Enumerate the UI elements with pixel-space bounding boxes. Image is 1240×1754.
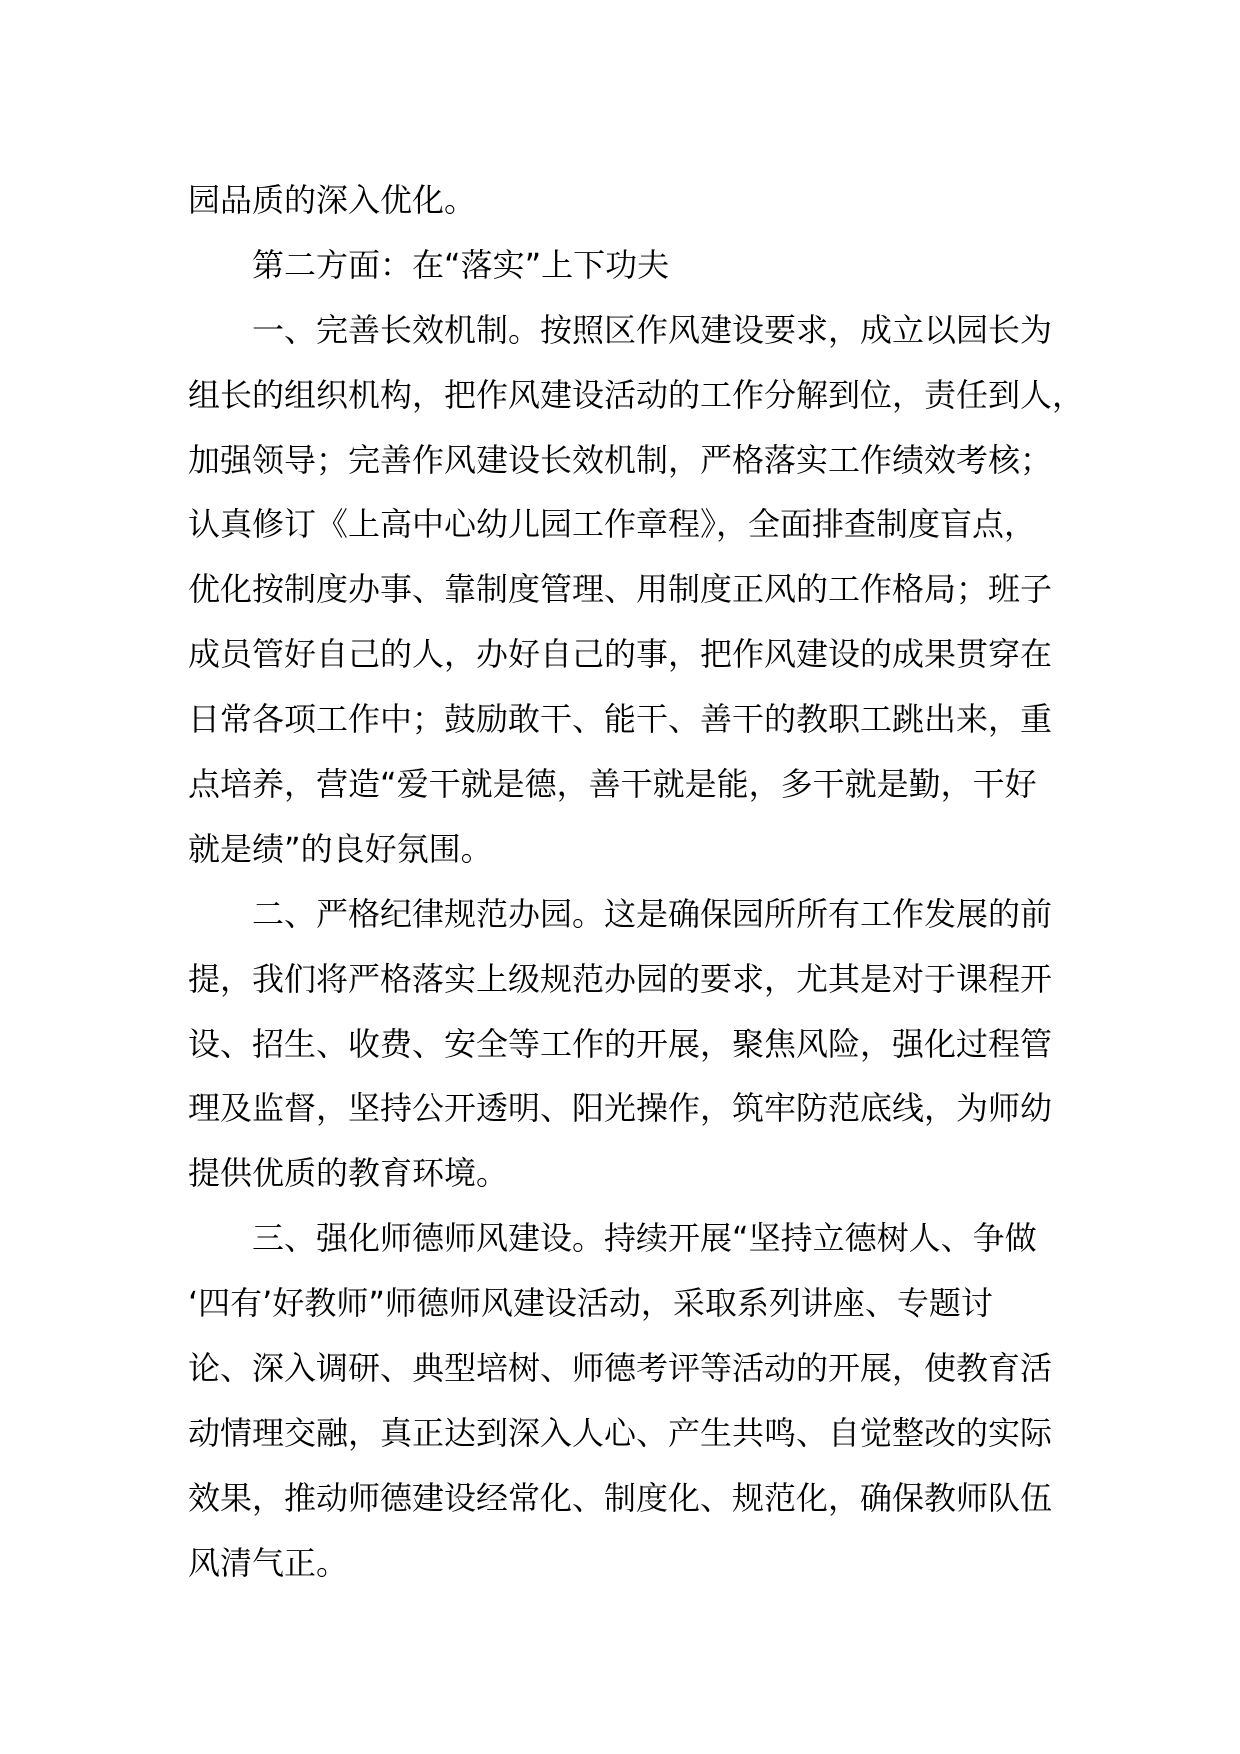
document-text-line: 三、强化师德师风建设。持续开展“坚持立德树人、争做 (252, 1219, 1037, 1258)
document-text-line: 组长的组织机构，把作风建设活动的工作分解到位，责任到人， (188, 375, 1085, 414)
document-text-line: 理及监督，坚持公开透明、阳光操作，筑牢防范底线，为师幼 (188, 1089, 1053, 1128)
document-text-line: 效果，推动师德建设经常化、制度化、规范化，确保教师队伍 (188, 1478, 1053, 1517)
document-text-line: 点培养，营造“爱干就是德，善干就是能，多干就是勤，干好 (188, 765, 1037, 804)
document-text-line: 一、完善长效机制。按照区作风建设要求，成立以园长为 (252, 310, 1053, 349)
document-text-line: 成员管好自己的人，办好自己的事，把作风建设的成果贯穿在 (188, 635, 1053, 674)
document-text-line: 日常各项工作中；鼓励敢干、能干、善干的教职工跳出来，重 (188, 700, 1053, 739)
document-text-line: 动情理交融，真正达到深入人心、产生共鸣、自觉整改的实际 (188, 1413, 1053, 1452)
document-body (188, 168, 1098, 1596)
document-text-line: 认真修订《上高中心幼儿园工作章程》，全面排查制度盲点， (188, 505, 1037, 544)
document-text-line: 园品质的深入优化。 (188, 181, 477, 219)
document-text-line: 第二方面：在“落实”上下功夫 (252, 245, 670, 284)
document-text-line: 优化按制度办事、靠制度管理、用制度正风的工作格局；班子 (188, 570, 1053, 609)
document-text-line: 加强领导；完善作风建设长效机制，严格落实工作绩效考核； (188, 440, 1053, 479)
document-text-line: 就是绩”的良好氛围。 (188, 829, 493, 868)
document-text-line: 设、招生、收费、安全等工作的开展，聚焦风险，强化过程管 (188, 1024, 1053, 1063)
document-text-line: 提，我们将严格落实上级规范办园的要求，尤其是对于课程开 (188, 959, 1053, 998)
document-text-line: 提供优质的教育环境。 (188, 1154, 509, 1193)
document-text-line: ‘四有’好教师”师德师风建设活动，采取系列讲座、专题讨 (188, 1284, 993, 1323)
document-text-line: 论、深入调研、典型培树、师德考评等活动的开展，使教育活 (188, 1349, 1053, 1388)
document-text-line: 二、严格纪律规范办园。这是确保园所所有工作发展的前 (252, 894, 1053, 933)
document-text-line: 风清气正。 (188, 1543, 349, 1582)
